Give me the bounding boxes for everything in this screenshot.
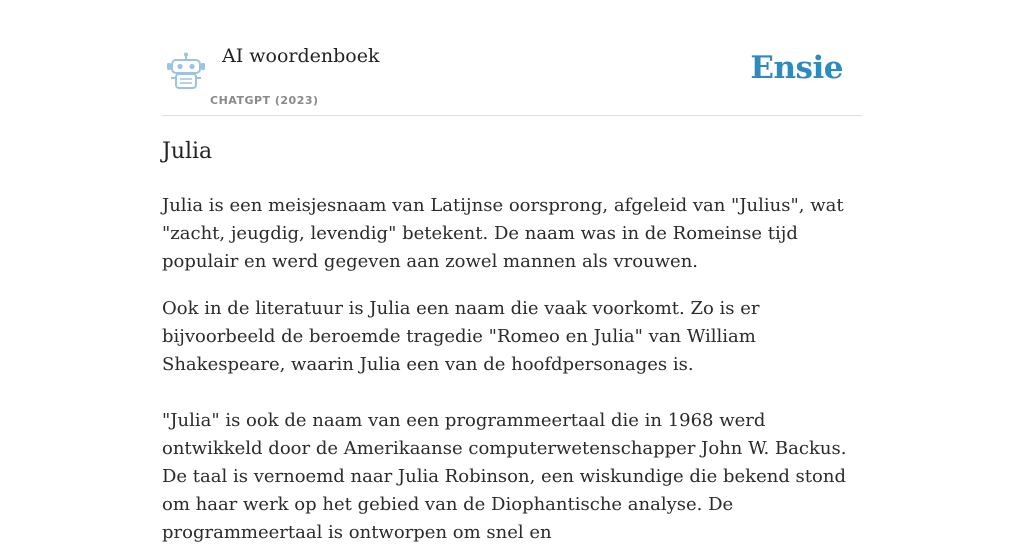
page <box>162 0 862 543</box>
brand-logo[interactable]: Ensie <box>750 50 843 86</box>
entry-paragraph: Julia is een meisjesnaam van Latijnse oorsprong, afgeleid van "Julius", wat "zacht, jeugdig, levendig" betekent. De naam was in de Romeinse tijd populair en werd gegeven aan zowel mannen als vrouwen. <box>162 195 844 272</box>
site-title[interactable]: AI woordenboek <box>222 45 380 67</box>
site-subtitle: CHATGPT (2023) <box>210 94 319 107</box>
entry-paragraph: Ook in de literatuur is Julia een naam die vaak voorkomt. Zo is er bijvoorbeeld de beroemde tragedie "Romeo en Julia" van William Shakespeare, waarin Julia een van de hoofdpersonages is. <box>162 298 760 375</box>
robot-icon <box>166 52 206 90</box>
entry-paragraph: "Julia" is ook de naam van een programmeertaal die in 1968 werd ontwikkeld door de Amerikaanse computerwetenschapper John W. Backus. De taal is vernoemd naar Julia Robinson, een wiskundige die bekend stond om haar werk op het gebied van de Diophantische analyse. De programmeertaal is ontworpen om snel en <box>162 410 847 543</box>
entry-title: Julia <box>162 139 213 164</box>
site-header <box>162 0 862 116</box>
